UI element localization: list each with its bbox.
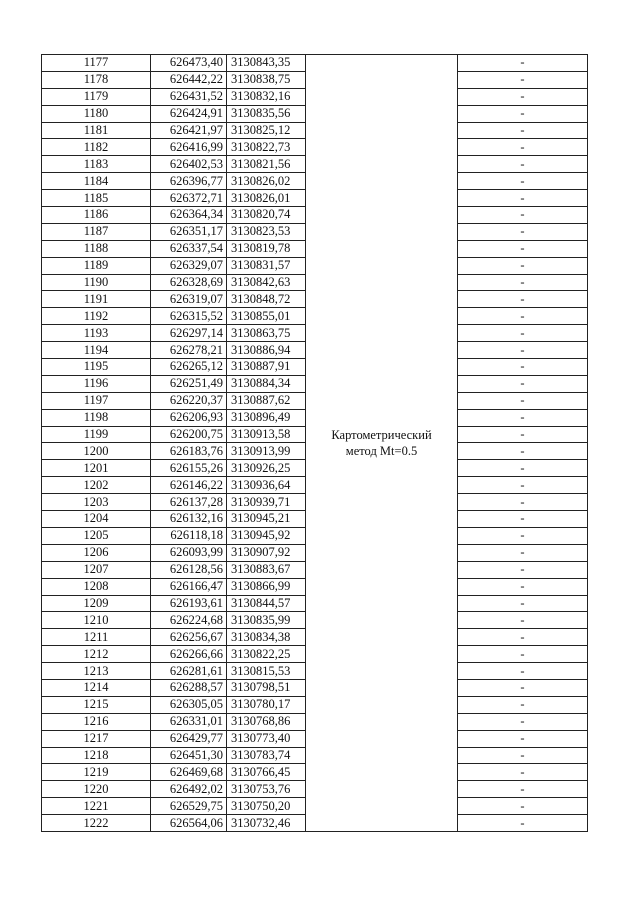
point-number-cell: 1202 <box>42 477 151 494</box>
y-coordinate-cell: 3130753,76 <box>227 781 306 798</box>
x-coordinate-cell: 626305,05 <box>151 696 227 713</box>
x-coordinate-cell: 626166,47 <box>151 578 227 595</box>
y-coordinate-cell: 3130883,67 <box>227 561 306 578</box>
dash-cell: - <box>458 190 588 207</box>
y-coordinate-cell: 3130886,94 <box>227 342 306 359</box>
point-number-cell: 1195 <box>42 359 151 376</box>
x-coordinate-cell: 626337,54 <box>151 240 227 257</box>
dash-cell: - <box>458 781 588 798</box>
y-coordinate-cell: 3130823,53 <box>227 223 306 240</box>
method-accuracy: метод Mt=0.5 <box>345 443 418 458</box>
point-number-cell: 1198 <box>42 409 151 426</box>
point-number-cell: 1182 <box>42 139 151 156</box>
dash-cell: - <box>458 71 588 88</box>
point-number-cell: 1188 <box>42 240 151 257</box>
dash-cell: - <box>458 443 588 460</box>
point-number-cell: 1180 <box>42 105 151 122</box>
point-number-cell: 1178 <box>42 71 151 88</box>
x-coordinate-cell: 626451,30 <box>151 747 227 764</box>
dash-cell: - <box>458 629 588 646</box>
y-coordinate-cell: 3130887,91 <box>227 359 306 376</box>
x-coordinate-cell: 626473,40 <box>151 55 227 72</box>
dash-cell: - <box>458 55 588 72</box>
x-coordinate-cell: 626416,99 <box>151 139 227 156</box>
y-coordinate-cell: 3130826,02 <box>227 173 306 190</box>
x-coordinate-cell: 626421,97 <box>151 122 227 139</box>
dash-cell: - <box>458 223 588 240</box>
y-coordinate-cell: 3130835,56 <box>227 105 306 122</box>
coordinates-table-body <box>42 55 588 832</box>
x-coordinate-cell: 626529,75 <box>151 798 227 815</box>
x-coordinate-cell: 626278,21 <box>151 342 227 359</box>
point-number-cell: 1177 <box>42 55 151 72</box>
x-coordinate-cell: 626364,34 <box>151 207 227 224</box>
x-coordinate-cell: 626564,06 <box>151 815 227 832</box>
dash-cell: - <box>458 359 588 376</box>
dash-cell: - <box>458 325 588 342</box>
x-coordinate-cell: 626315,52 <box>151 308 227 325</box>
x-coordinate-cell: 626442,22 <box>151 71 227 88</box>
y-coordinate-cell: 3130907,92 <box>227 544 306 561</box>
y-coordinate-cell: 3130815,53 <box>227 663 306 680</box>
y-coordinate-cell: 3130835,99 <box>227 612 306 629</box>
dash-cell: - <box>458 815 588 832</box>
y-coordinate-cell: 3130863,75 <box>227 325 306 342</box>
point-number-cell: 1211 <box>42 629 151 646</box>
dash-cell: - <box>458 561 588 578</box>
y-coordinate-cell: 3130842,63 <box>227 274 306 291</box>
x-coordinate-cell: 626331,01 <box>151 713 227 730</box>
dash-cell: - <box>458 88 588 105</box>
dash-cell: - <box>458 730 588 747</box>
point-number-cell: 1181 <box>42 122 151 139</box>
point-number-cell: 1199 <box>42 426 151 443</box>
point-number-cell: 1185 <box>42 190 151 207</box>
x-coordinate-cell: 626319,07 <box>151 291 227 308</box>
x-coordinate-cell: 626183,76 <box>151 443 227 460</box>
point-number-cell: 1206 <box>42 544 151 561</box>
point-number-cell: 1207 <box>42 561 151 578</box>
point-number-cell: 1192 <box>42 308 151 325</box>
y-coordinate-cell: 3130831,57 <box>227 257 306 274</box>
dash-cell: - <box>458 274 588 291</box>
dash-cell: - <box>458 156 588 173</box>
x-coordinate-cell: 626329,07 <box>151 257 227 274</box>
dash-cell: - <box>458 511 588 528</box>
point-number-cell: 1187 <box>42 223 151 240</box>
point-number-cell: 1212 <box>42 646 151 663</box>
y-coordinate-cell: 3130913,99 <box>227 443 306 460</box>
point-number-cell: 1219 <box>42 764 151 781</box>
dash-cell: - <box>458 291 588 308</box>
point-number-cell: 1213 <box>42 663 151 680</box>
point-number-cell: 1190 <box>42 274 151 291</box>
point-number-cell: 1203 <box>42 494 151 511</box>
x-coordinate-cell: 626132,16 <box>151 511 227 528</box>
y-coordinate-cell: 3130939,71 <box>227 494 306 511</box>
dash-cell: - <box>458 578 588 595</box>
x-coordinate-cell: 626224,68 <box>151 612 227 629</box>
dash-cell: - <box>458 798 588 815</box>
y-coordinate-cell: 3130844,57 <box>227 595 306 612</box>
y-coordinate-cell: 3130825,12 <box>227 122 306 139</box>
dash-cell: - <box>458 426 588 443</box>
dash-cell: - <box>458 679 588 696</box>
x-coordinate-cell: 626256,67 <box>151 629 227 646</box>
x-coordinate-cell: 626155,26 <box>151 460 227 477</box>
x-coordinate-cell: 626118,18 <box>151 527 227 544</box>
y-coordinate-cell: 3130732,46 <box>227 815 306 832</box>
x-coordinate-cell: 626351,17 <box>151 223 227 240</box>
dash-cell: - <box>458 696 588 713</box>
table-row <box>42 55 588 72</box>
point-number-cell: 1209 <box>42 595 151 612</box>
dash-cell: - <box>458 207 588 224</box>
y-coordinate-cell: 3130887,62 <box>227 392 306 409</box>
point-number-cell: 1214 <box>42 679 151 696</box>
y-coordinate-cell: 3130780,17 <box>227 696 306 713</box>
x-coordinate-cell: 626220,37 <box>151 392 227 409</box>
point-number-cell: 1197 <box>42 392 151 409</box>
y-coordinate-cell: 3130936,64 <box>227 477 306 494</box>
coordinates-table <box>41 54 588 832</box>
x-coordinate-cell: 626146,22 <box>151 477 227 494</box>
x-coordinate-cell: 626396,77 <box>151 173 227 190</box>
point-number-cell: 1194 <box>42 342 151 359</box>
y-coordinate-cell: 3130832,16 <box>227 88 306 105</box>
point-number-cell: 1220 <box>42 781 151 798</box>
x-coordinate-cell: 626469,68 <box>151 764 227 781</box>
x-coordinate-cell: 626492,02 <box>151 781 227 798</box>
point-number-cell: 1222 <box>42 815 151 832</box>
y-coordinate-cell: 3130926,25 <box>227 460 306 477</box>
x-coordinate-cell: 626429,77 <box>151 730 227 747</box>
x-coordinate-cell: 626093,99 <box>151 544 227 561</box>
dash-cell: - <box>458 460 588 477</box>
y-coordinate-cell: 3130913,58 <box>227 426 306 443</box>
dash-cell: - <box>458 139 588 156</box>
point-number-cell: 1204 <box>42 511 151 528</box>
point-number-cell: 1216 <box>42 713 151 730</box>
x-coordinate-cell: 626266,66 <box>151 646 227 663</box>
x-coordinate-cell: 626288,57 <box>151 679 227 696</box>
y-coordinate-cell: 3130783,74 <box>227 747 306 764</box>
point-number-cell: 1208 <box>42 578 151 595</box>
x-coordinate-cell: 626431,52 <box>151 88 227 105</box>
y-coordinate-cell: 3130750,20 <box>227 798 306 815</box>
y-coordinate-cell: 3130773,40 <box>227 730 306 747</box>
y-coordinate-cell: 3130945,21 <box>227 511 306 528</box>
x-coordinate-cell: 626206,93 <box>151 409 227 426</box>
y-coordinate-cell: 3130843,35 <box>227 55 306 72</box>
x-coordinate-cell: 626128,56 <box>151 561 227 578</box>
dash-cell: - <box>458 240 588 257</box>
dash-cell: - <box>458 308 588 325</box>
point-number-cell: 1189 <box>42 257 151 274</box>
dash-cell: - <box>458 494 588 511</box>
x-coordinate-cell: 626251,49 <box>151 375 227 392</box>
dash-cell: - <box>458 646 588 663</box>
point-number-cell: 1186 <box>42 207 151 224</box>
point-number-cell: 1200 <box>42 443 151 460</box>
y-coordinate-cell: 3130820,74 <box>227 207 306 224</box>
y-coordinate-cell: 3130819,78 <box>227 240 306 257</box>
y-coordinate-cell: 3130855,01 <box>227 308 306 325</box>
y-coordinate-cell: 3130848,72 <box>227 291 306 308</box>
x-coordinate-cell: 626424,91 <box>151 105 227 122</box>
dash-cell: - <box>458 392 588 409</box>
point-number-cell: 1193 <box>42 325 151 342</box>
dash-cell: - <box>458 257 588 274</box>
y-coordinate-cell: 3130866,99 <box>227 578 306 595</box>
point-number-cell: 1217 <box>42 730 151 747</box>
y-coordinate-cell: 3130896,49 <box>227 409 306 426</box>
dash-cell: - <box>458 713 588 730</box>
y-coordinate-cell: 3130821,56 <box>227 156 306 173</box>
dash-cell: - <box>458 544 588 561</box>
dash-cell: - <box>458 342 588 359</box>
y-coordinate-cell: 3130838,75 <box>227 71 306 88</box>
dash-cell: - <box>458 764 588 781</box>
point-number-cell: 1218 <box>42 747 151 764</box>
method-name: Картометрический <box>331 427 432 442</box>
dash-cell: - <box>458 409 588 426</box>
y-coordinate-cell: 3130768,86 <box>227 713 306 730</box>
x-coordinate-cell: 626372,71 <box>151 190 227 207</box>
dash-cell: - <box>458 595 588 612</box>
x-coordinate-cell: 626200,75 <box>151 426 227 443</box>
y-coordinate-cell: 3130945,92 <box>227 527 306 544</box>
point-number-cell: 1196 <box>42 375 151 392</box>
point-number-cell: 1184 <box>42 173 151 190</box>
dash-cell: - <box>458 122 588 139</box>
y-coordinate-cell: 3130834,38 <box>227 629 306 646</box>
point-number-cell: 1183 <box>42 156 151 173</box>
x-coordinate-cell: 626265,12 <box>151 359 227 376</box>
point-number-cell: 1179 <box>42 88 151 105</box>
dash-cell: - <box>458 527 588 544</box>
x-coordinate-cell: 626193,61 <box>151 595 227 612</box>
x-coordinate-cell: 626402,53 <box>151 156 227 173</box>
dash-cell: - <box>458 663 588 680</box>
dash-cell: - <box>458 747 588 764</box>
x-coordinate-cell: 626328,69 <box>151 274 227 291</box>
y-coordinate-cell: 3130822,73 <box>227 139 306 156</box>
y-coordinate-cell: 3130826,01 <box>227 190 306 207</box>
dash-cell: - <box>458 612 588 629</box>
method-cell <box>306 55 458 832</box>
point-number-cell: 1210 <box>42 612 151 629</box>
point-number-cell: 1205 <box>42 527 151 544</box>
dash-cell: - <box>458 477 588 494</box>
point-number-cell: 1201 <box>42 460 151 477</box>
dash-cell: - <box>458 375 588 392</box>
y-coordinate-cell: 3130822,25 <box>227 646 306 663</box>
y-coordinate-cell: 3130884,34 <box>227 375 306 392</box>
x-coordinate-cell: 626137,28 <box>151 494 227 511</box>
point-number-cell: 1191 <box>42 291 151 308</box>
y-coordinate-cell: 3130798,51 <box>227 679 306 696</box>
point-number-cell: 1215 <box>42 696 151 713</box>
dash-cell: - <box>458 105 588 122</box>
point-number-cell: 1221 <box>42 798 151 815</box>
x-coordinate-cell: 626297,14 <box>151 325 227 342</box>
dash-cell: - <box>458 173 588 190</box>
y-coordinate-cell: 3130766,45 <box>227 764 306 781</box>
x-coordinate-cell: 626281,61 <box>151 663 227 680</box>
